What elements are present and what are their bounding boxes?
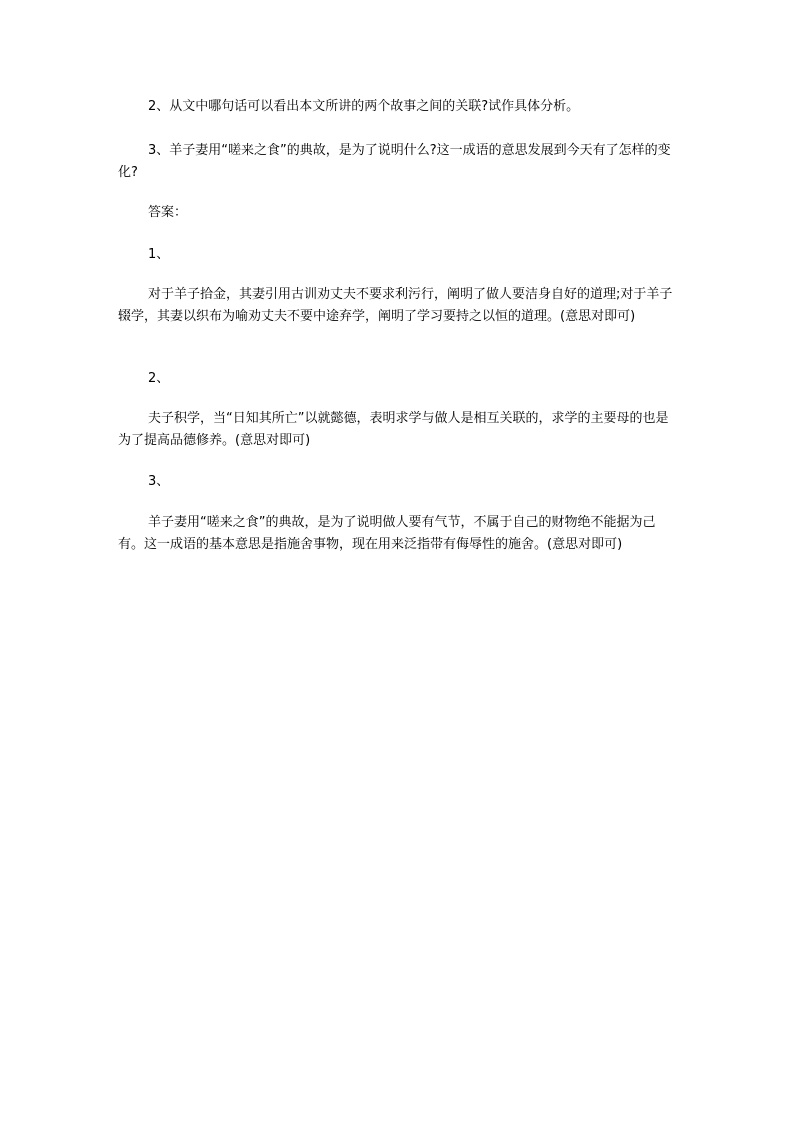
answer-3-label: 3、 bbox=[148, 474, 170, 489]
question-3: 3、羊子妻用“嗟来之食”的典故，是为了说明什么?这一成语的意思发展到今天有了怎样的变化? bbox=[118, 143, 671, 180]
answer-2-text: 夫子积学，当“日知其所亡”以就懿德，表明求学与做人是相互关联的，求学的主要母的也是为了提高品德修养。(意思对即可) bbox=[118, 411, 669, 448]
answer-heading: 答案： bbox=[148, 205, 188, 220]
answer-2-label: 2、 bbox=[148, 371, 170, 386]
answer-1-label: 1、 bbox=[148, 247, 170, 262]
question-2: 2、从文中哪句话可以看出本文所讲的两个故事之间的关联?试作具体分析。 bbox=[148, 99, 580, 114]
answer-1-text: 对于羊子拾金，其妻引用古训劝丈夫不要求利污行，阐明了做人要洁身自好的道理;对于羊子辍学，其妻以织布为喻劝丈夫不要中途弃学，阐明了学习要持之以恒的道理。(意思对即可) bbox=[118, 287, 673, 324]
answer-3-text: 羊子妻用“嗟来之食”的典故，是为了说明做人要有气节，不属于自己的财物绝不能据为己有。这一成语的基本意思是指施舍事物，现在用来泛指带有侮辱性的施舍。(意思对即可) bbox=[118, 515, 656, 552]
